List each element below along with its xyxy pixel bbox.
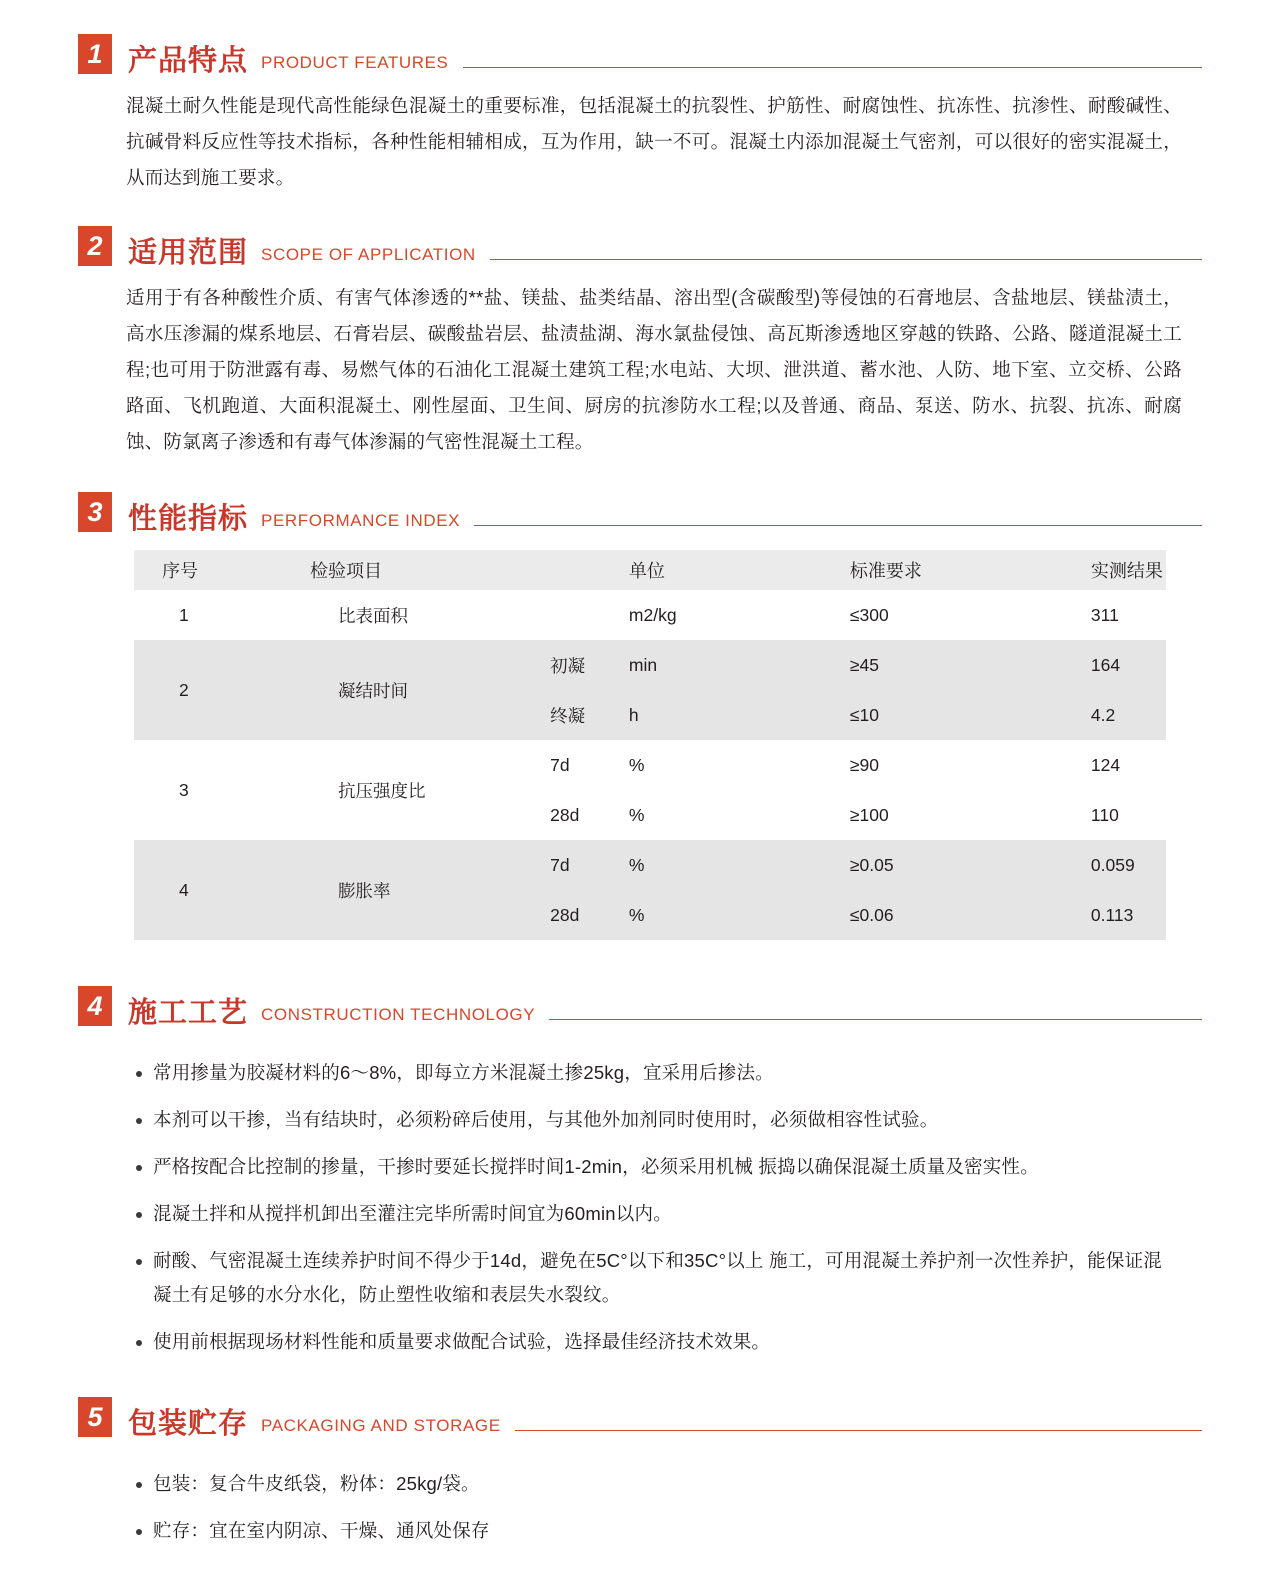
cell-sub: 7d	[536, 740, 623, 790]
section-title-cn: 施工工艺	[128, 997, 249, 1029]
cell-standard: ≤10	[844, 690, 1085, 740]
cell-unit: %	[623, 740, 844, 790]
table-row	[134, 590, 1166, 640]
section-header-performance-index	[78, 492, 1202, 535]
table-header-row	[134, 550, 1166, 590]
cell-unit: h	[623, 690, 844, 740]
cell-standard: ≤300	[844, 590, 1085, 640]
cell-unit: %	[623, 790, 844, 840]
product-features-body	[126, 88, 1202, 196]
performance-index-table-wrap	[134, 550, 1202, 940]
list-item-text: 常用掺量为胶凝材料的6～8%，即每立方米混凝土掺25kg，宜采用后掺法。	[153, 1062, 774, 1083]
section-header-packaging-and-storage	[78, 1397, 1202, 1440]
section-header-product-features	[78, 34, 1202, 77]
section-title-en: CONSTRUCTION TECHNOLOGY	[261, 1005, 536, 1024]
packaging-and-storage-list	[136, 1467, 1202, 1548]
section-number: 3	[78, 492, 112, 532]
section-title-en: SCOPE OF APPLICATION	[261, 245, 476, 264]
bullet-dot-icon	[136, 1482, 142, 1488]
list-item-text: 本剂可以干掺，当有结块时，必须粉碎后使用，与其他外加剂同时使用时，必须做相容性试验。	[153, 1109, 939, 1130]
cell-no: 1	[134, 590, 282, 640]
cell-standard: ≥90	[844, 740, 1085, 790]
list-item-text: 混凝土拌和从搅拌机卸出至灌注完毕所需时间宜为60min以内。	[153, 1203, 672, 1224]
list-item-text: 包装：复合牛皮纸袋，粉体：25kg/袋。	[153, 1473, 480, 1494]
cell-no: 3	[134, 740, 282, 840]
column-header-standard: 标准要求	[844, 550, 1085, 590]
list-item	[136, 1514, 1162, 1548]
list-item	[136, 1197, 1162, 1231]
scope-of-application-paragraph: 适用于有各种酸性介质、有害气体渗透的**盐、镁盐、盐类结晶、溶出型(含碳酸型)等侵蚀的石膏地层、含盐地层、镁盐渍土，高水压渗漏的煤系地层、石膏岩层、碳酸盐岩层、盐渍盐湖、海水氯盐侵蚀、高瓦斯渗透地区穿越的铁路、公路、隧道混凝土工程;也可用于防泄露有毒、易燃气体的石油化工混凝土建筑工程;水电站、大坝、泄洪道、蓄水池、人防、地下室、立交桥、公路路面、飞机跑道、大面积混凝土、刚性屋面、卫生间、厨房的抗渗防水工程;以及普通、商品、泵送、防水、抗裂、抗冻、耐腐蚀、防氯离子渗透和有毒气体渗漏的气密性混凝土工程。	[126, 287, 1182, 452]
section-title-cn: 产品特点	[128, 45, 249, 77]
cell-item: 膨胀率	[282, 840, 536, 940]
cell-sub: 初凝	[536, 640, 623, 690]
cell-standard: ≥0.05	[844, 840, 1085, 890]
cell-standard: ≥45	[844, 640, 1085, 690]
bullet-dot-icon	[136, 1118, 142, 1124]
cell-result: 124	[1085, 740, 1166, 790]
list-item-text: 使用前根据现场材料性能和质量要求做配合试验，选择最佳经济技术效果。	[153, 1331, 771, 1352]
cell-sub: 28d	[536, 890, 623, 940]
bullet-dot-icon	[136, 1071, 142, 1077]
cell-unit: %	[623, 840, 844, 890]
section-title-en: PACKAGING AND STORAGE	[261, 1416, 501, 1435]
list-item	[136, 1103, 1162, 1137]
cell-result: 0.059	[1085, 840, 1166, 890]
bullet-dot-icon	[136, 1165, 142, 1171]
cell-sub: 28d	[536, 790, 623, 840]
cell-result: 4.2	[1085, 690, 1166, 740]
bullet-dot-icon	[136, 1529, 142, 1535]
cell-result: 164	[1085, 640, 1166, 690]
list-item	[136, 1244, 1162, 1312]
table-row	[134, 640, 1166, 690]
cell-no: 2	[134, 640, 282, 740]
section-number: 2	[78, 226, 112, 266]
section-title-cn: 包装贮存	[128, 1408, 249, 1440]
section-rule	[515, 1430, 1202, 1431]
cell-unit: m2/kg	[623, 590, 844, 640]
column-header-unit: 单位	[623, 550, 844, 590]
cell-result: 0.113	[1085, 890, 1166, 940]
cell-result: 311	[1085, 590, 1166, 640]
section-rule	[490, 259, 1202, 260]
cell-item: 比表面积	[282, 590, 623, 640]
list-item-text: 严格按配合比控制的掺量，干掺时要延长搅拌时间1-2min，必须采用机械 振捣以确保混凝土质量及密实性。	[153, 1156, 1039, 1177]
list-item-text: 贮存：宜在室内阴凉、干燥、通风处保存	[153, 1520, 490, 1541]
list-item	[136, 1150, 1162, 1184]
bullet-dot-icon	[136, 1259, 142, 1265]
cell-sub: 终凝	[536, 690, 623, 740]
cell-unit: min	[623, 640, 844, 690]
cell-unit: %	[623, 890, 844, 940]
list-item	[136, 1056, 1162, 1090]
column-header-no: 序号	[134, 550, 282, 590]
section-title-en: PRODUCT FEATURES	[261, 53, 449, 72]
section-title-en: PERFORMANCE INDEX	[261, 511, 461, 530]
bullet-dot-icon	[136, 1212, 142, 1218]
section-header-scope-of-application	[78, 226, 1202, 269]
section-rule	[474, 525, 1202, 526]
section-rule	[549, 1019, 1202, 1020]
product-features-paragraph: 混凝土耐久性能是现代高性能绿色混凝土的重要标准，包括混凝土的抗裂性、护筋性、耐腐蚀性、抗冻性、抗渗性、耐酸碱性、抗碱骨料反应性等技术指标，各种性能相辅相成，互为作用，缺一不可。混凝土内添加混凝土气密剂，可以很好的密实混凝土，从而达到施工要求。	[126, 95, 1182, 188]
list-item	[136, 1467, 1162, 1501]
cell-item: 凝结时间	[282, 640, 536, 740]
section-number: 1	[78, 34, 112, 74]
bullet-dot-icon	[136, 1340, 142, 1346]
cell-item: 抗压强度比	[282, 740, 536, 840]
cell-result: 110	[1085, 790, 1166, 840]
section-number: 4	[78, 986, 112, 1026]
section-number: 5	[78, 1397, 112, 1437]
column-header-result: 实测结果	[1085, 550, 1166, 590]
performance-index-table	[134, 550, 1166, 940]
column-header-item: 检验项目	[282, 550, 623, 590]
cell-sub: 7d	[536, 840, 623, 890]
cell-no: 4	[134, 840, 282, 940]
section-header-construction-technology	[78, 986, 1202, 1029]
cell-standard: ≤0.06	[844, 890, 1085, 940]
cell-standard: ≥100	[844, 790, 1085, 840]
section-title-cn: 适用范围	[128, 237, 249, 269]
list-item	[136, 1325, 1162, 1359]
list-item-text: 耐酸、气密混凝土连续养护时间不得少于14d，避免在5C°以下和35C°以上 施工，可用混凝土养护剂一次性养护，能保证混凝土有足够的水分水化，防止塑性收缩和表层失水裂纹。	[153, 1250, 1162, 1305]
section-title-cn: 性能指标	[128, 503, 249, 535]
section-rule	[463, 67, 1202, 68]
table-row	[134, 840, 1166, 890]
table-row	[134, 740, 1166, 790]
construction-technology-list	[136, 1056, 1202, 1359]
scope-of-application-body	[126, 280, 1202, 460]
